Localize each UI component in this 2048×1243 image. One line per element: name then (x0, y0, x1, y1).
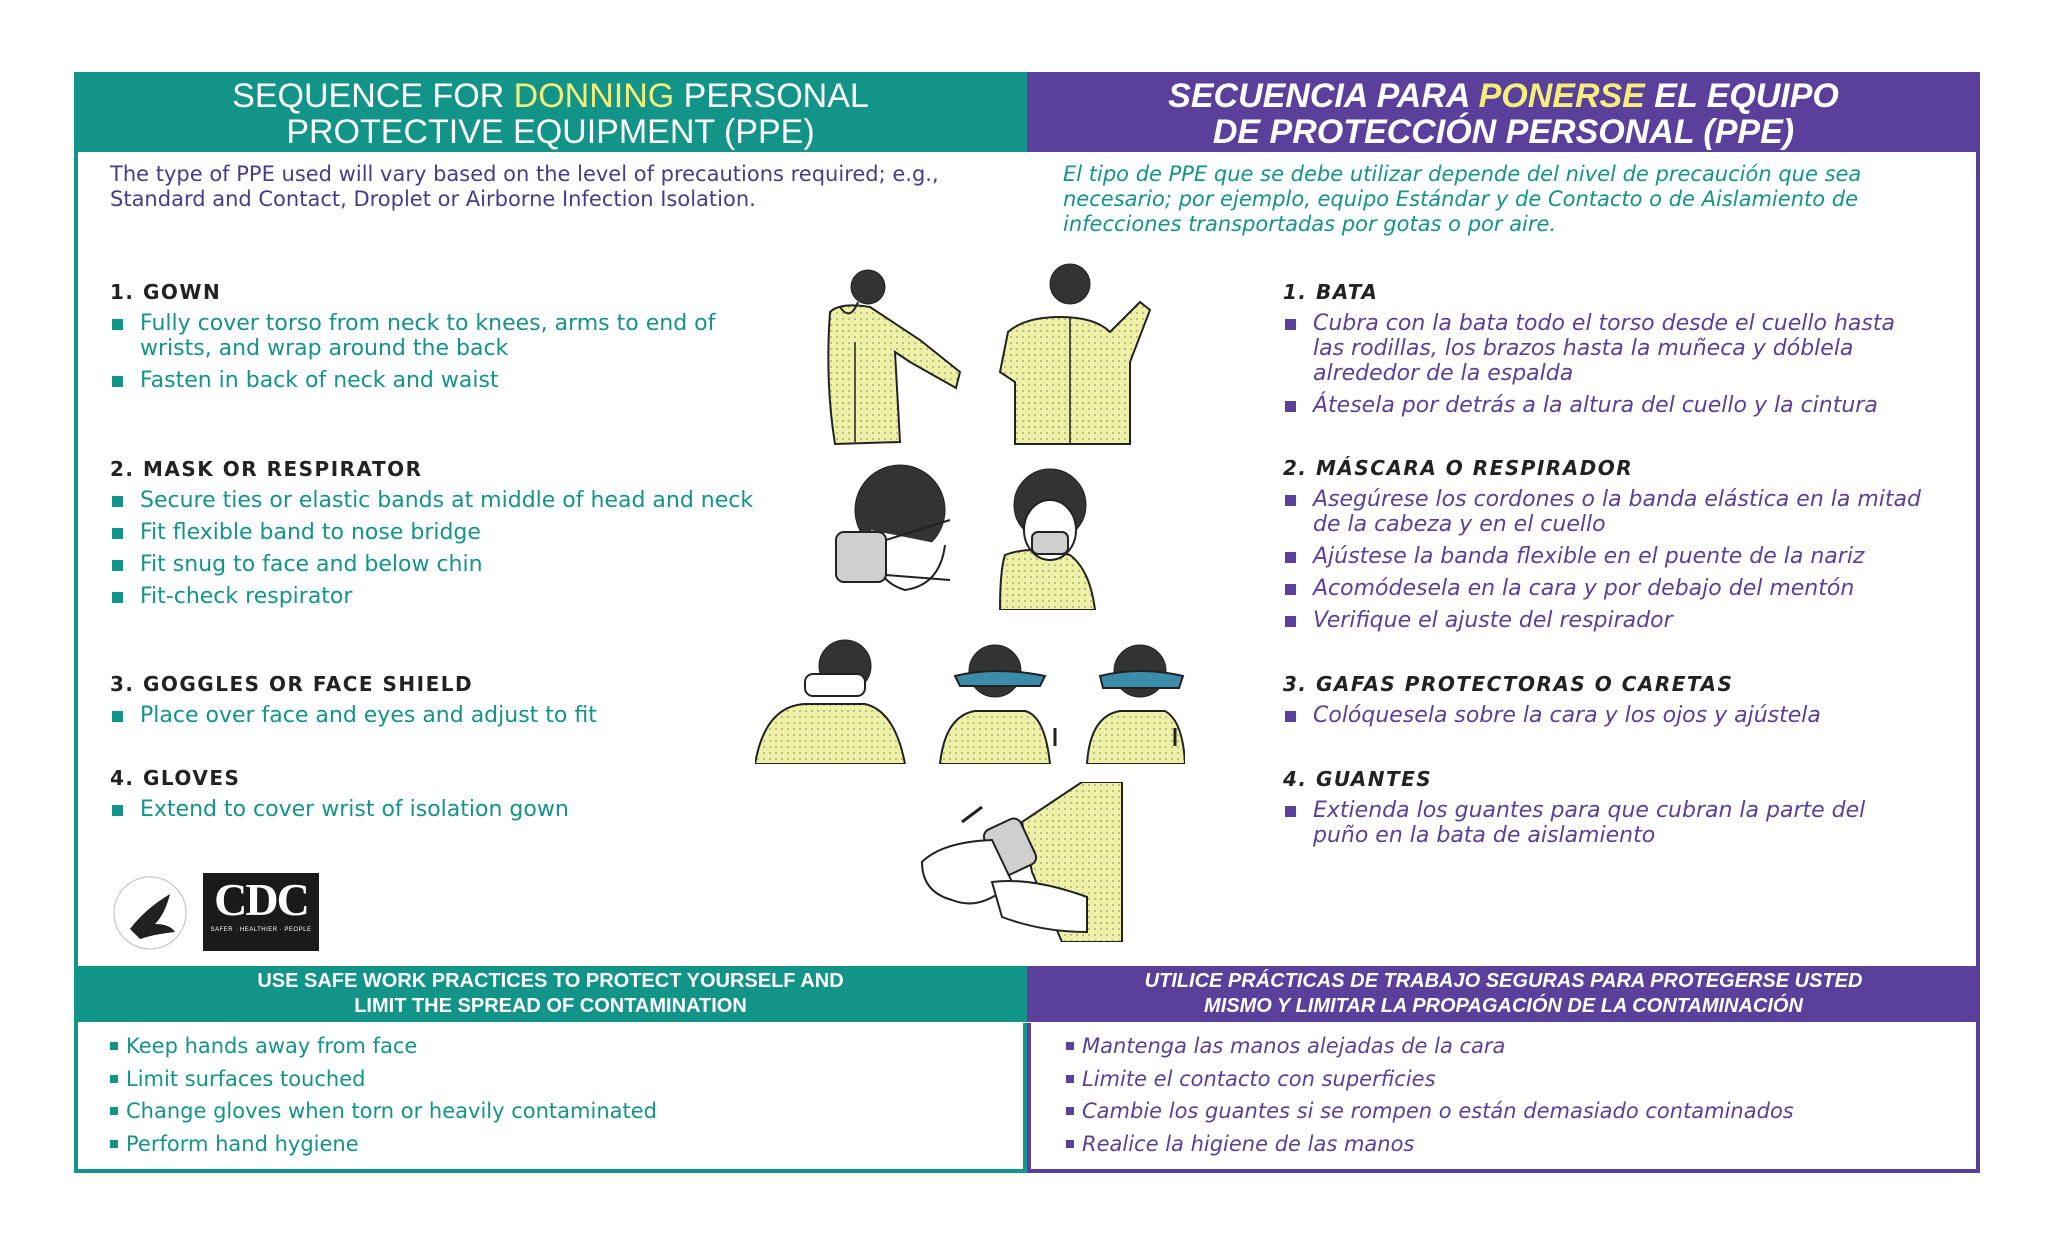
list-item: Cambie los guantes si se rompen o están demasiado contaminados (1066, 1095, 1794, 1128)
list-item: Limite el contacto con superficies (1066, 1063, 1794, 1096)
list-item: Mantenga las manos alejadas de la cara (1066, 1030, 1794, 1063)
list-item: Extienda los guantes para que cubran la parte del puño en la bata de aislamiento (1283, 798, 1923, 848)
list-item: Ajústese la banda flexible en el puente de la nariz (1283, 544, 1923, 569)
tips-list-es (1066, 1030, 1794, 1160)
step-title: 4. GLOVES (110, 766, 241, 790)
step-gown-en (110, 280, 770, 393)
step-title: 2. MASK OR RESPIRATOR (110, 457, 423, 481)
list-item: Fit-check respirator (110, 584, 770, 609)
hhs-eagle-logo (110, 874, 190, 952)
tips-list-en (110, 1030, 657, 1160)
step-goggles-es (1283, 672, 1923, 728)
step-title: 4. GUANTES (1283, 767, 1433, 791)
border-bottom-left (74, 1169, 1027, 1173)
safe-practices-bar-es: UTILICE PRÁCTICAS DE TRABAJO SEGURAS PARA PROTEGERSE USTED MISMO Y LIMITAR LA PROPAGACIÓN DE LA CONTAMINACIÓN (1027, 966, 1980, 1022)
list-item: Verifique el ajuste del respirador (1283, 608, 1923, 633)
step-title: 2. MÁSCARA O RESPIRADOR (1283, 456, 1634, 480)
list-item: Fit flexible band to nose bridge (110, 520, 770, 545)
step-gloves-es (1283, 767, 1923, 848)
list-item: Acomódesela en la cara y por debajo del mentón (1283, 576, 1923, 601)
mask-illustration (830, 460, 1120, 610)
list-item: Realice la higiene de las manos (1066, 1128, 1794, 1161)
list-item: Perform hand hygiene (110, 1128, 657, 1161)
list-item: Fully cover torso from neck to knees, arms to end of wrists, and wrap around the back (110, 311, 770, 361)
goggles-illustration (755, 636, 1185, 764)
list-item: Cubra con la bata todo el torso desde el cuello hasta las rodillas, los brazos hasta la muñeca y dóblela alrededor de la espalda (1283, 311, 1923, 386)
list-item: Asegúrese los cordones o la banda elástica en la mitad de la cabeza y en el cuello (1283, 487, 1923, 537)
gown-illustration (810, 262, 1170, 447)
list-item: Colóquesela sobre la cara y los ojos y ajústela (1283, 703, 1923, 728)
cdc-logo: CDC SAFER · HEALTHIER · PEOPLE (203, 873, 319, 951)
list-item: Extend to cover wrist of isolation gown (110, 797, 770, 822)
step-title: 1. BATA (1283, 280, 1379, 304)
intro-english: The type of PPE used will vary based on the level of precautions required; e.g., Standard and Contact, Droplet or Airborne Infection Isolation. (110, 162, 939, 211)
safe-practices-bar-en: USE SAFE WORK PRACTICES TO PROTECT YOURSELF AND LIMIT THE SPREAD OF CONTAMINATION (74, 966, 1027, 1022)
header-spanish: SECUENCIA PARA PONERSE EL EQUIPO DE PROTECCIÓN PERSONAL (PPE) (1027, 72, 1980, 152)
step-mask-es (1283, 456, 1923, 633)
header-english: SEQUENCE FOR DONNING PERSONAL PROTECTIVE EQUIPMENT (PPE) (74, 72, 1027, 152)
step-title: 1. GOWN (110, 280, 222, 304)
step-mask-en (110, 457, 770, 609)
step-gown-es (1283, 280, 1923, 418)
gloves-illustration (912, 782, 1127, 942)
list-item: Keep hands away from face (110, 1030, 657, 1063)
list-item: Secure ties or elastic bands at middle of head and neck (110, 488, 770, 513)
step-goggles-en (110, 672, 770, 728)
border-bottom-right (1027, 1169, 1980, 1173)
list-item: Fit snug to face and below chin (110, 552, 770, 577)
list-item: Fasten in back of neck and waist (110, 368, 770, 393)
step-title: 3. GAFAS PROTECTORAS O CARETAS (1283, 672, 1734, 696)
list-item: Place over face and eyes and adjust to fit (110, 703, 770, 728)
list-item: Átesela por detrás a la altura del cuello y la cintura (1283, 393, 1923, 418)
list-item: Change gloves when torn or heavily contaminated (110, 1095, 657, 1128)
step-title: 3. GOGGLES OR FACE SHIELD (110, 672, 474, 696)
intro-spanish: El tipo de PPE que se debe utilizar depende del nivel de precaución que sea necesario; por ejemplo, equipo Estándar y de Contacto o de Aislamiento de infecciones transportadas por gotas o por aire. (1063, 162, 1862, 236)
step-gloves-en (110, 766, 770, 822)
list-item: Limit surfaces touched (110, 1063, 657, 1096)
divider-purple (1027, 1023, 1031, 1173)
